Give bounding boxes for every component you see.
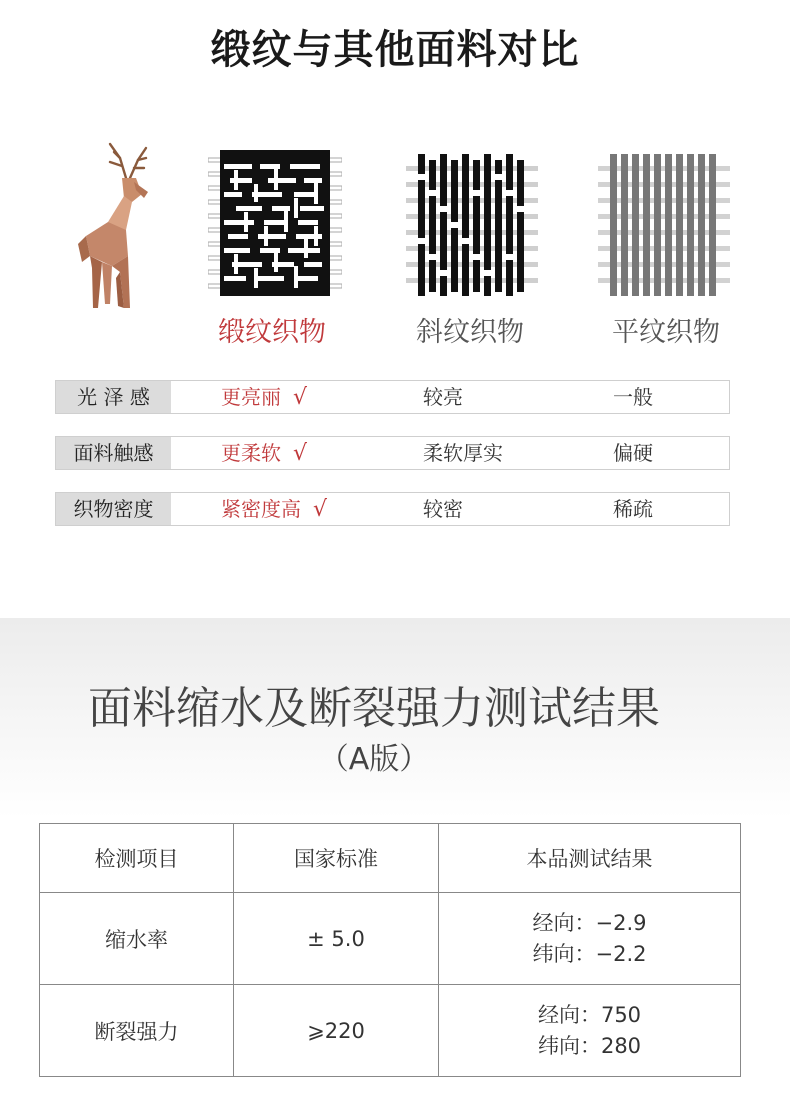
satin-value-text: 紧密度高 [221, 497, 301, 521]
comparison-plain-value: 一般 [613, 385, 653, 409]
result-weft: 纬向：−2.2 [532, 941, 647, 966]
table-cell-item: 断裂强力 [40, 985, 234, 1077]
fabric-label-plain: 平纹织物 [612, 317, 720, 348]
result-warp: 经向：750 [537, 1002, 642, 1027]
test-results-table [39, 823, 741, 1077]
table-header-row [40, 824, 741, 893]
comparison-satin-value [221, 381, 307, 413]
satin-value-text: 更亮丽 [221, 385, 281, 409]
check-mark-icon: √ [293, 441, 308, 466]
satin-fabric-swatch [208, 150, 342, 296]
twill-fabric-swatch [406, 152, 538, 298]
comparison-satin-value [221, 493, 327, 525]
table-row [40, 985, 741, 1077]
comparison-twill-value: 柔软厚实 [423, 441, 503, 465]
fabric-label-satin: 缎纹织物 [218, 317, 326, 348]
comparison-twill-value: 较亮 [423, 385, 463, 409]
table-cell-result [439, 985, 741, 1077]
table-header-cell: 检测项目 [40, 824, 234, 893]
comparison-row-touch [55, 436, 730, 470]
comparison-attribute: 织物密度 [56, 493, 171, 525]
comparison-row-density [55, 492, 730, 526]
table-row [40, 893, 741, 985]
table-cell-item: 缩水率 [40, 893, 234, 985]
table-cell-standard: ± 5.0 [234, 893, 439, 985]
check-mark-icon: √ [313, 497, 328, 522]
comparison-twill-value: 较密 [423, 497, 463, 521]
fabric-label-twill: 斜纹织物 [416, 317, 524, 348]
table-cell-result [439, 893, 741, 985]
plain-fabric-swatch [598, 152, 730, 298]
result-warp: 经向：−2.9 [532, 910, 647, 935]
section-title-test-results: 面料缩水及断裂强力测试结果 [88, 683, 660, 734]
table-header-cell: 本品测试结果 [439, 824, 741, 893]
table-cell-standard: ⩾220 [234, 985, 439, 1077]
satin-value-text: 更柔软 [221, 441, 281, 465]
comparison-plain-value: 稀疏 [613, 497, 653, 521]
check-mark-icon: √ [293, 385, 308, 410]
table-header-cell: 国家标准 [234, 824, 439, 893]
section-subtitle-version: （A版） [318, 742, 430, 777]
section-title-comparison: 缎纹与其他面料对比 [210, 27, 580, 73]
comparison-row-gloss [55, 380, 730, 414]
deer-icon [68, 138, 168, 310]
comparison-satin-value [221, 437, 307, 469]
comparison-attribute: 面料触感 [56, 437, 171, 469]
comparison-attribute: 光 泽 感 [56, 381, 171, 413]
comparison-plain-value: 偏硬 [613, 441, 653, 465]
result-weft: 纬向：280 [537, 1033, 642, 1058]
